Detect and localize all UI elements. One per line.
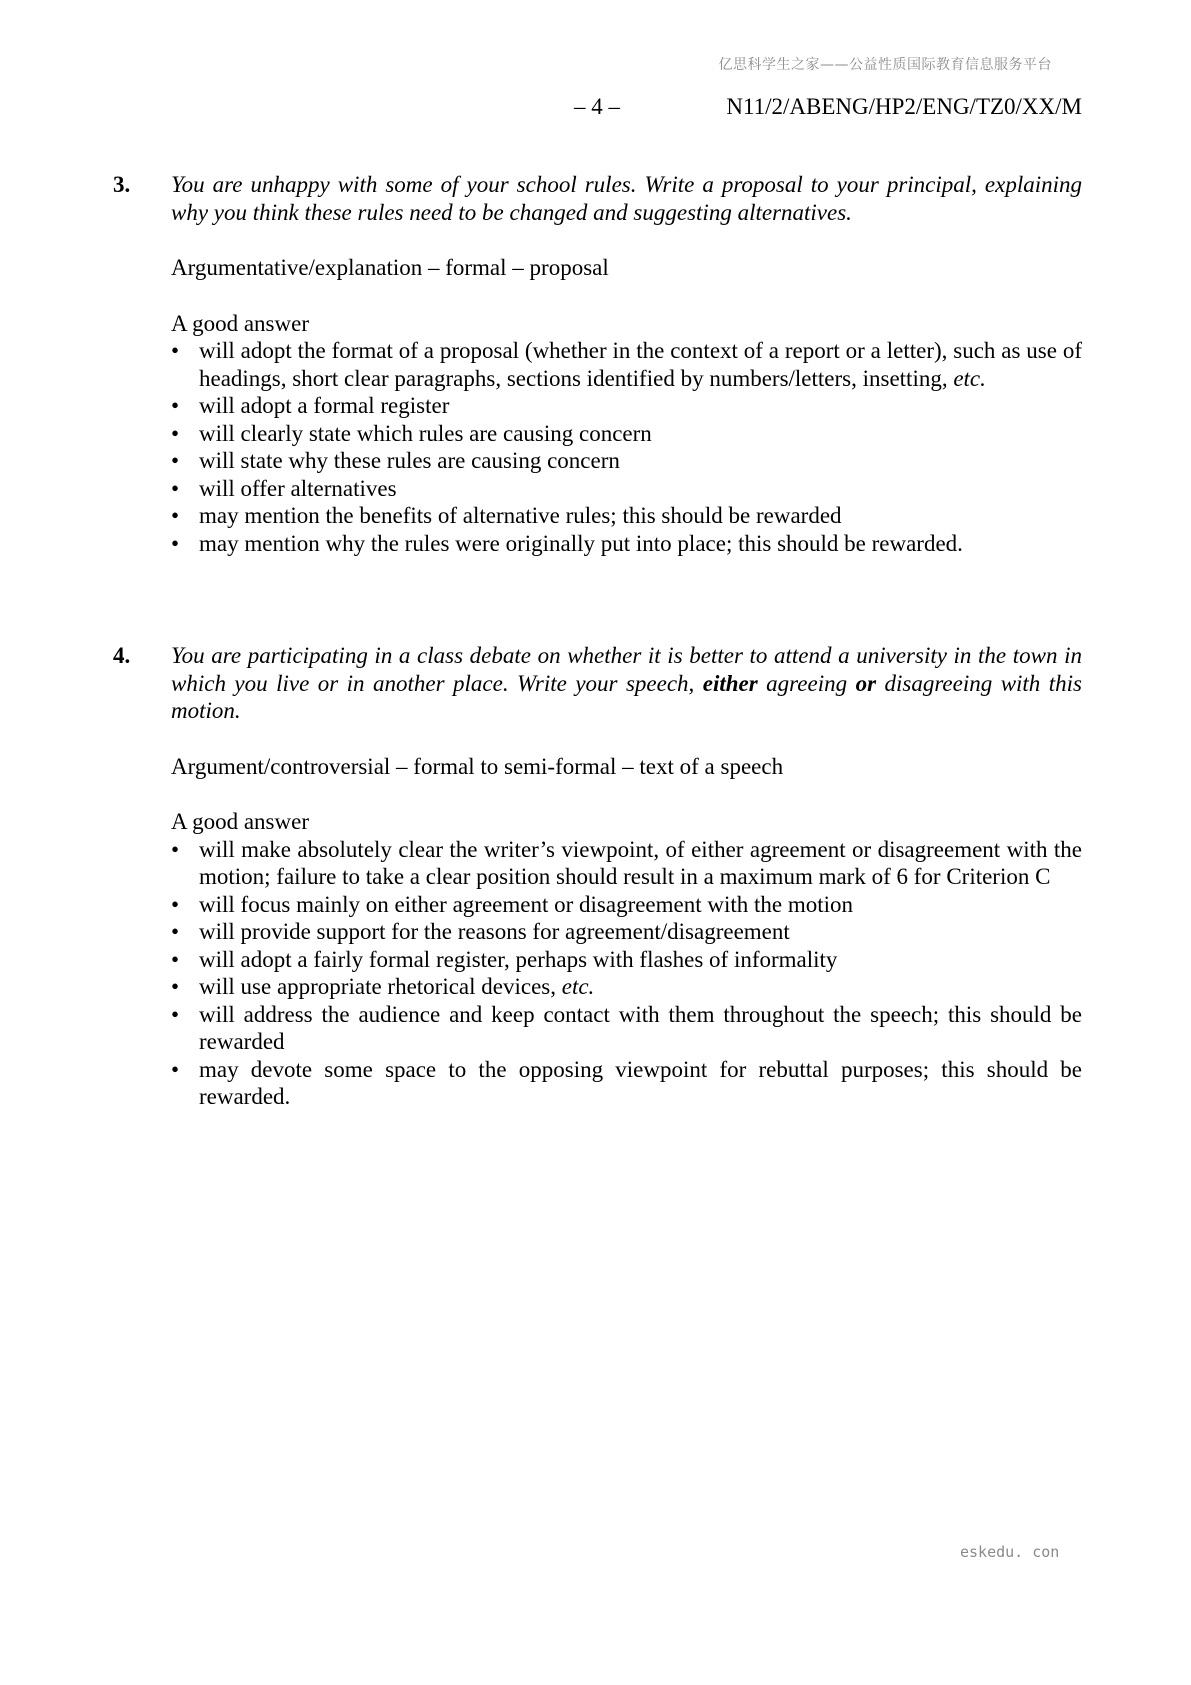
bullet: •: [171, 475, 180, 501]
criteria-item: [171, 502, 1082, 530]
criteria-item: [171, 447, 1082, 475]
bullet: •: [171, 919, 180, 944]
watermark-bottom: eskedu. con: [960, 1543, 1060, 1561]
criteria-text: will focus mainly on either agreement or disagreement with the motion: [199, 891, 854, 917]
bullet: •: [171, 530, 180, 556]
criteria-list: [171, 836, 1082, 1111]
criteria-text: may mention why the rules were originally put into place; this should be rewarded.: [199, 530, 963, 556]
criteria-text: will use appropriate rhetorical devices,: [199, 974, 562, 999]
prompt-emphasis-or: or: [855, 670, 877, 696]
bullet: •: [171, 420, 180, 446]
prompt-text: You are participating in a class debate on whether it is better to attend a university in the town in which you live or in another place. Write your speech,: [171, 643, 1082, 696]
document-code: N11/2/ABENG/HP2/ENG/TZ0/XX/M: [726, 94, 1082, 119]
question-body: [171, 642, 1082, 1111]
question-body: [171, 171, 1082, 557]
criteria-item: [171, 475, 1082, 503]
criteria-text: will address the audience and keep contact with them throughout the speech; this should be rewarded: [199, 1001, 1082, 1054]
bullet: •: [171, 393, 180, 418]
bullet: •: [171, 1001, 180, 1027]
criteria-item: [171, 918, 1082, 946]
criteria-text: may devote some space to the opposing viewpoint for rebuttal purposes; this should be rewarded.: [199, 1056, 1082, 1109]
bullet: •: [171, 836, 180, 862]
bullet: •: [171, 503, 180, 528]
prompt-text: disagreeing with this motion.: [171, 670, 1083, 723]
bullet: •: [171, 448, 180, 473]
criteria-text-italic: etc.: [561, 974, 595, 999]
criteria-item: [171, 1001, 1082, 1056]
prompt-text: agreeing: [757, 670, 856, 696]
question-number: 3.: [113, 172, 131, 197]
criteria-item: [171, 836, 1082, 891]
good-answer-label: A good answer: [171, 809, 309, 834]
criteria-text: will state why these rules are causing concern: [199, 448, 620, 473]
bullet: •: [171, 338, 180, 363]
watermark-top: 亿思科学生之家——公益性质国际教育信息服务平台: [718, 57, 1052, 73]
criteria-item: [171, 891, 1082, 919]
criteria-item: [171, 420, 1082, 448]
criteria-text: will provide support for the reasons for agreement/disagreement: [199, 919, 790, 944]
criteria-text: will adopt a formal register: [199, 393, 450, 418]
question-prompt: You are unhappy with some of your school rules. Write a proposal to your principal, explaining why you think these rules need to be changed and suggesting alternatives.: [171, 172, 1082, 225]
bullet: •: [171, 946, 180, 972]
bullet: •: [171, 974, 180, 999]
criteria-text: will adopt a fairly formal register, perhaps with flashes of informality: [199, 946, 838, 972]
page-number: – 4 –: [574, 94, 620, 119]
criteria-item: [171, 1056, 1082, 1111]
task-type: Argument/controversial – formal to semi-formal – text of a speech: [171, 753, 784, 779]
task-type: Argumentative/explanation – formal – proposal: [171, 255, 609, 280]
criteria-list: [171, 337, 1082, 557]
question-number: 4.: [113, 643, 131, 668]
criteria-item: [171, 973, 1082, 1001]
bullet: •: [171, 1056, 180, 1082]
prompt-emphasis-either: either: [702, 670, 758, 696]
criteria-item: [171, 392, 1082, 420]
good-answer-label: A good answer: [171, 310, 309, 336]
criteria-item: [171, 946, 1082, 974]
criteria-item: [171, 337, 1082, 392]
bullet: •: [171, 891, 180, 917]
question-prompt: [171, 642, 1082, 725]
criteria-item: [171, 530, 1082, 558]
criteria-text: will adopt the format of a proposal (whether in the context of a report or a letter), such as use of headings, short clear paragraphs, sections identified by numbers/letters, insetting,: [199, 338, 1082, 391]
criteria-text: will make absolutely clear the writer’s viewpoint, of either agreement or disagreement with the motion; failure to take a clear position should result in a maximum mark of 6 for Criterion C: [199, 836, 1082, 889]
criteria-text: may mention the benefits of alternative rules; this should be rewarded: [199, 503, 842, 528]
criteria-text: will clearly state which rules are causing concern: [199, 420, 652, 446]
criteria-text-italic: etc.: [953, 365, 986, 391]
criteria-text: will offer alternatives: [199, 475, 397, 501]
